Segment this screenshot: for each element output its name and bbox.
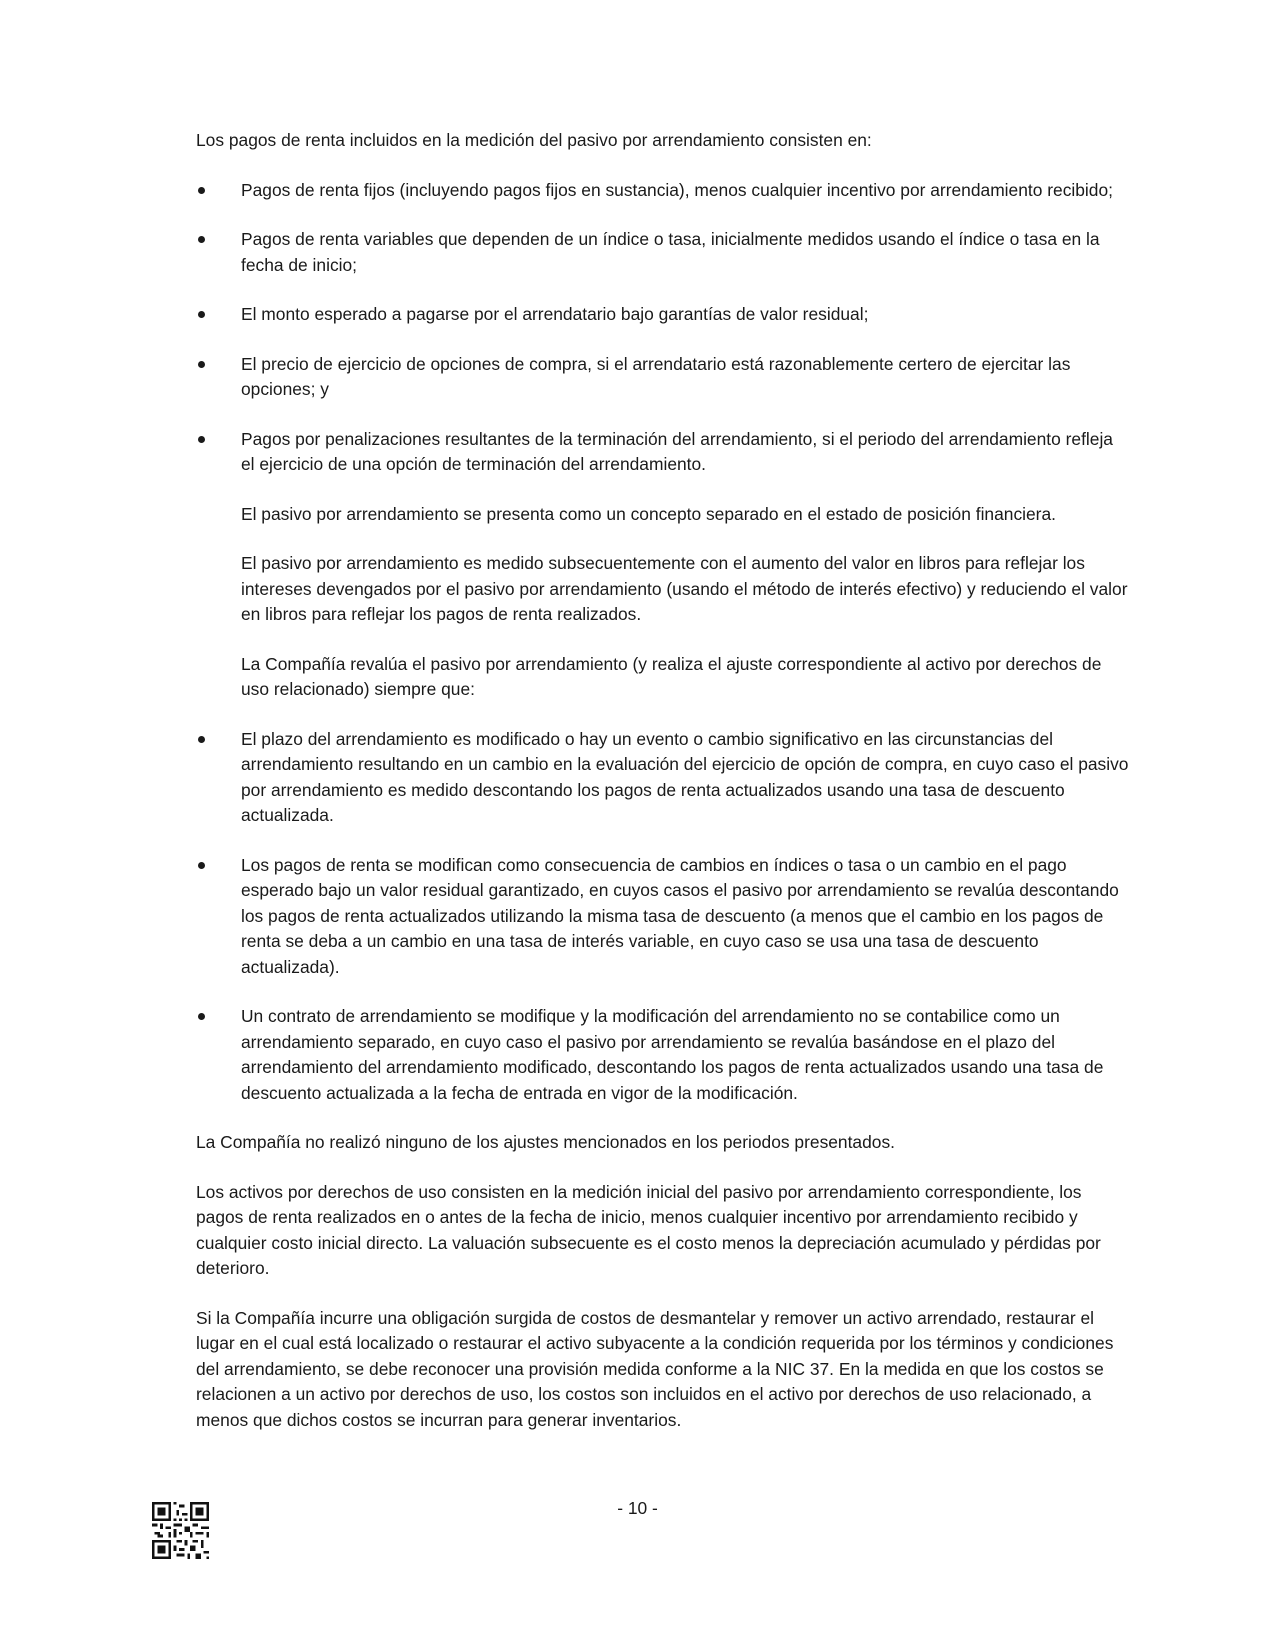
- list-item: Los pagos de renta se modifican como consecuencia de cambios en índices o tasa o un cambio en el pago esperado bajo un valor residual garantizado, en cuyos casos el pasivo por arrendamiento se revalúa descontando los pagos de renta actualizados utilizando la misma tasa de descuento (a menos que el cambio en los pagos de renta se deba a un cambio en una tasa de interés variable, en cuyo caso se usa una tasa de descuento actualizada).: [196, 853, 1131, 981]
- indented-paragraph: La Compañía revalúa el pasivo por arrendamiento (y realiza el ajuste correspondiente al activo por derechos de uso relacionado) siempre que:: [241, 653, 1102, 699]
- lease-payments-list: [196, 178, 1131, 478]
- closing-paragraph: La Compañía no realizó ninguno de los ajustes mencionados en los periodos presentados.: [196, 1132, 895, 1152]
- list-item: Pagos de renta variables que dependen de un índice o tasa, inicialmente medidos usando el índice o tasa en la fecha de inicio;: [196, 227, 1131, 278]
- bullet-icon: [198, 311, 205, 318]
- list-item: El precio de ejercicio de opciones de compra, si el arrendatario está razonablemente certero de ejercitar las opciones; y: [196, 352, 1131, 403]
- bullet-icon: [198, 862, 205, 869]
- bullet-icon: [198, 187, 205, 194]
- bullet-icon: [198, 736, 205, 743]
- indented-paragraph: El pasivo por arrendamiento es medido subsecuentemente con el aumento del valor en libros para reflejar los intereses devengados por el pasivo por arrendamiento (usando el método de interés efectivo) y reduciendo el valor en libros para reflejar los pagos de renta realizados.: [241, 553, 1128, 624]
- closing-paragraph: Los activos por derechos de uso consisten en la medición inicial del pasivo por arrendamiento correspondiente, los pagos de renta realizados en o antes de la fecha de inicio, menos cualquier incentivo por arrendamiento recibido y cualquier costo inicial directo. La valuación subsecuente es el costo menos la depreciación acumulado y pérdidas por deterioro.: [196, 1181, 1101, 1278]
- list-item: Pagos por penalizaciones resultantes de la terminación del arrendamiento, si el periodo del arrendamiento refleja el ejercicio de una opción de terminación del arrendamiento.: [196, 427, 1131, 478]
- remeasurement-list: [196, 727, 1131, 1107]
- list-item: Pagos de renta fijos (incluyendo pagos fijos en sustancia), menos cualquier incentivo por arrendamiento recibido;: [196, 178, 1131, 204]
- closing-paragraph: Si la Compañía incurre una obligación surgida de costos de desmantelar y remover un activo arrendado, restaurar el lugar en el cual está localizado o restaurar el activo subyacente a la condición requerida por los términos y condiciones del arrendamiento, se debe reconocer una provisión medida conforme a la NIC 37. En la medida en que los costos se relacionen a un activo por derechos de uso, los costos son incluidos en el activo por derechos de uso relacionado, a menos que dichos costos se incurran para generar inventarios.: [196, 1307, 1114, 1430]
- bullet-icon: [198, 436, 205, 443]
- list-item: El monto esperado a pagarse por el arrendatario bajo garantías de valor residual;: [196, 302, 1131, 328]
- intro-paragraph: Los pagos de renta incluidos en la medición del pasivo por arrendamiento consisten en:: [196, 130, 872, 150]
- indented-paragraph: El pasivo por arrendamiento se presenta como un concepto separado en el estado de posición financiera.: [241, 503, 1056, 524]
- bullet-icon: [198, 1013, 205, 1020]
- indented-section: [196, 502, 1131, 703]
- bullet-icon: [198, 361, 205, 368]
- list-item: El plazo del arrendamiento es modificado o hay un evento o cambio significativo en las circunstancias del arrendamiento resultando en un cambio en la evaluación del ejercicio de opción de compra, en cuyo caso el pasivo por arrendamiento es medido descontando los pagos de renta actualizados usando una tasa de descuento actualizada.: [196, 727, 1131, 829]
- page-number: - 10 -: [617, 1498, 658, 1518]
- bullet-icon: [198, 236, 205, 243]
- list-item: Un contrato de arrendamiento se modifique y la modificación del arrendamiento no se contabilice como un arrendamiento separado, en cuyo caso el pasivo por arrendamiento se revalúa basándose en el plazo del arrendamiento del arrendamiento modificado, descontando los pagos de renta actualizados usando una tasa de descuento actualizada a la fecha de entrada en vigor de la modificación.: [196, 1004, 1131, 1106]
- body-text: [196, 128, 1131, 1457]
